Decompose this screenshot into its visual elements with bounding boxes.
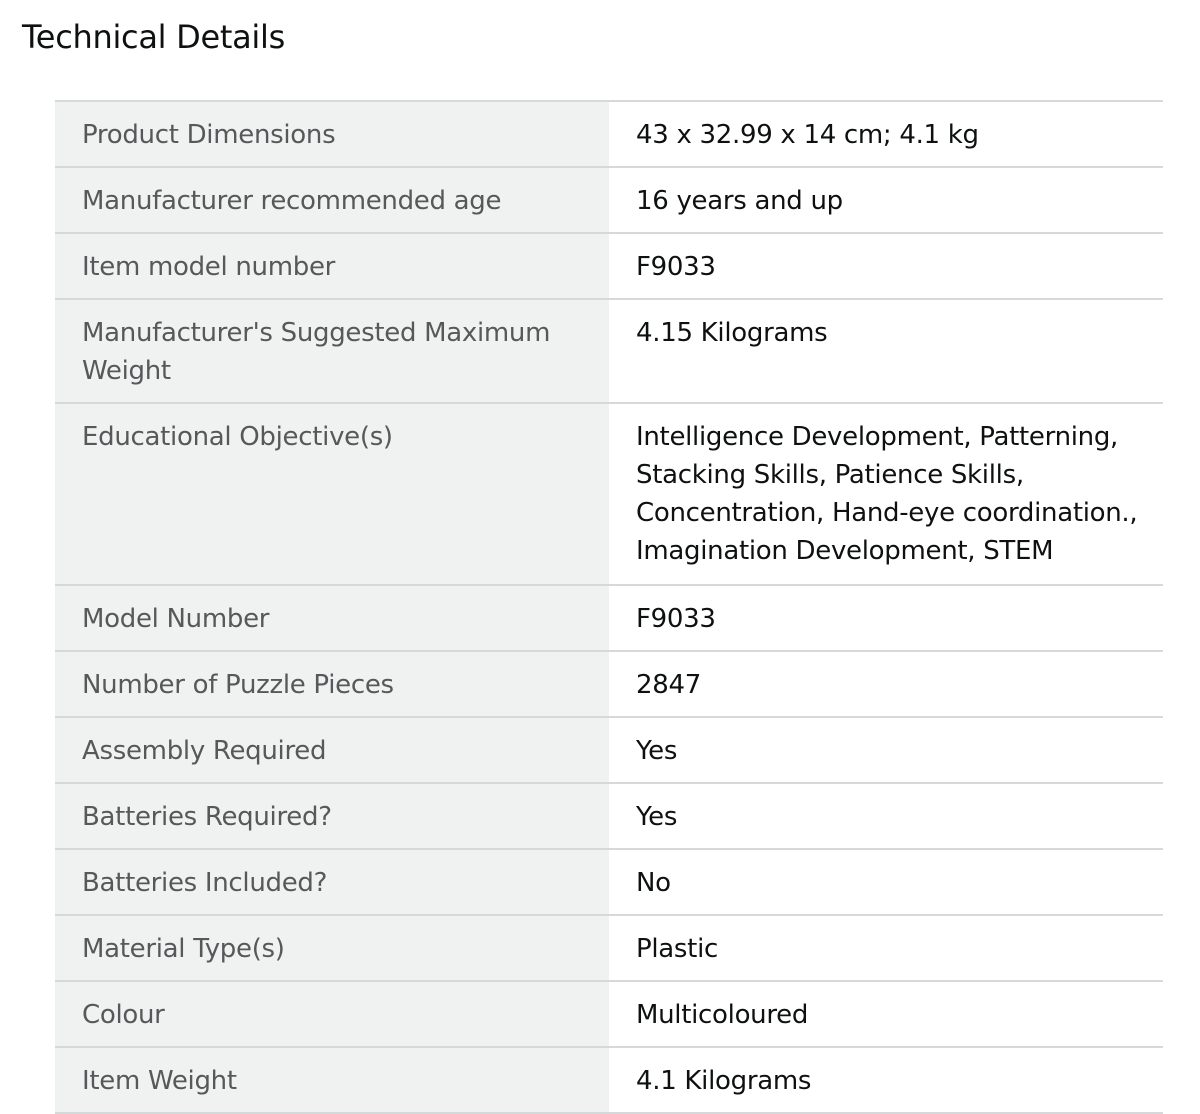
spec-value: F9033 <box>609 585 1163 651</box>
spec-label: Assembly Required <box>55 717 609 783</box>
spec-row-colour <box>55 981 1163 1047</box>
spec-row-batteries-included <box>55 849 1163 915</box>
spec-value: Multicoloured <box>609 981 1163 1047</box>
spec-label: Number of Puzzle Pieces <box>55 651 609 717</box>
spec-value: F9033 <box>609 233 1163 299</box>
spec-row-model-number <box>55 585 1163 651</box>
spec-label: Batteries Required? <box>55 783 609 849</box>
spec-row-item-model-number <box>55 233 1163 299</box>
spec-row-educational-objectives <box>55 403 1163 585</box>
spec-row-batteries-required <box>55 783 1163 849</box>
spec-label: Item Weight <box>55 1047 609 1113</box>
spec-row-max-weight <box>55 299 1163 403</box>
spec-value: 16 years and up <box>609 167 1163 233</box>
spec-row-assembly-required <box>55 717 1163 783</box>
spec-value: 43 x 32.99 x 14 cm; 4.1 kg <box>609 101 1163 167</box>
spec-value: Intelligence Development, Patterning, Stacking Skills, Patience Skills, Concentration, Hand-eye coordination., Imagination Development, STEM <box>609 403 1163 585</box>
spec-label: Batteries Included? <box>55 849 609 915</box>
spec-label: Educational Objective(s) <box>55 403 609 585</box>
section-title: Technical Details <box>22 18 285 56</box>
spec-label: Product Dimensions <box>55 101 609 167</box>
spec-row-material-type <box>55 915 1163 981</box>
spec-label: Colour <box>55 981 609 1047</box>
spec-value: Yes <box>609 717 1163 783</box>
spec-label: Manufacturer recommended age <box>55 167 609 233</box>
spec-value: 4.1 Kilograms <box>609 1047 1163 1113</box>
spec-value: Yes <box>609 783 1163 849</box>
spec-row-puzzle-pieces <box>55 651 1163 717</box>
spec-value: No <box>609 849 1163 915</box>
spec-row-product-dimensions <box>55 101 1163 167</box>
spec-label: Manufacturer's Suggested Maximum Weight <box>55 299 609 403</box>
technical-details-table <box>55 100 1163 1114</box>
spec-label: Item model number <box>55 233 609 299</box>
spec-value: Plastic <box>609 915 1163 981</box>
spec-value: 4.15 Kilograms <box>609 299 1163 403</box>
spec-label: Material Type(s) <box>55 915 609 981</box>
spec-row-item-weight <box>55 1047 1163 1113</box>
spec-label: Model Number <box>55 585 609 651</box>
spec-row-recommended-age <box>55 167 1163 233</box>
spec-value: 2847 <box>609 651 1163 717</box>
